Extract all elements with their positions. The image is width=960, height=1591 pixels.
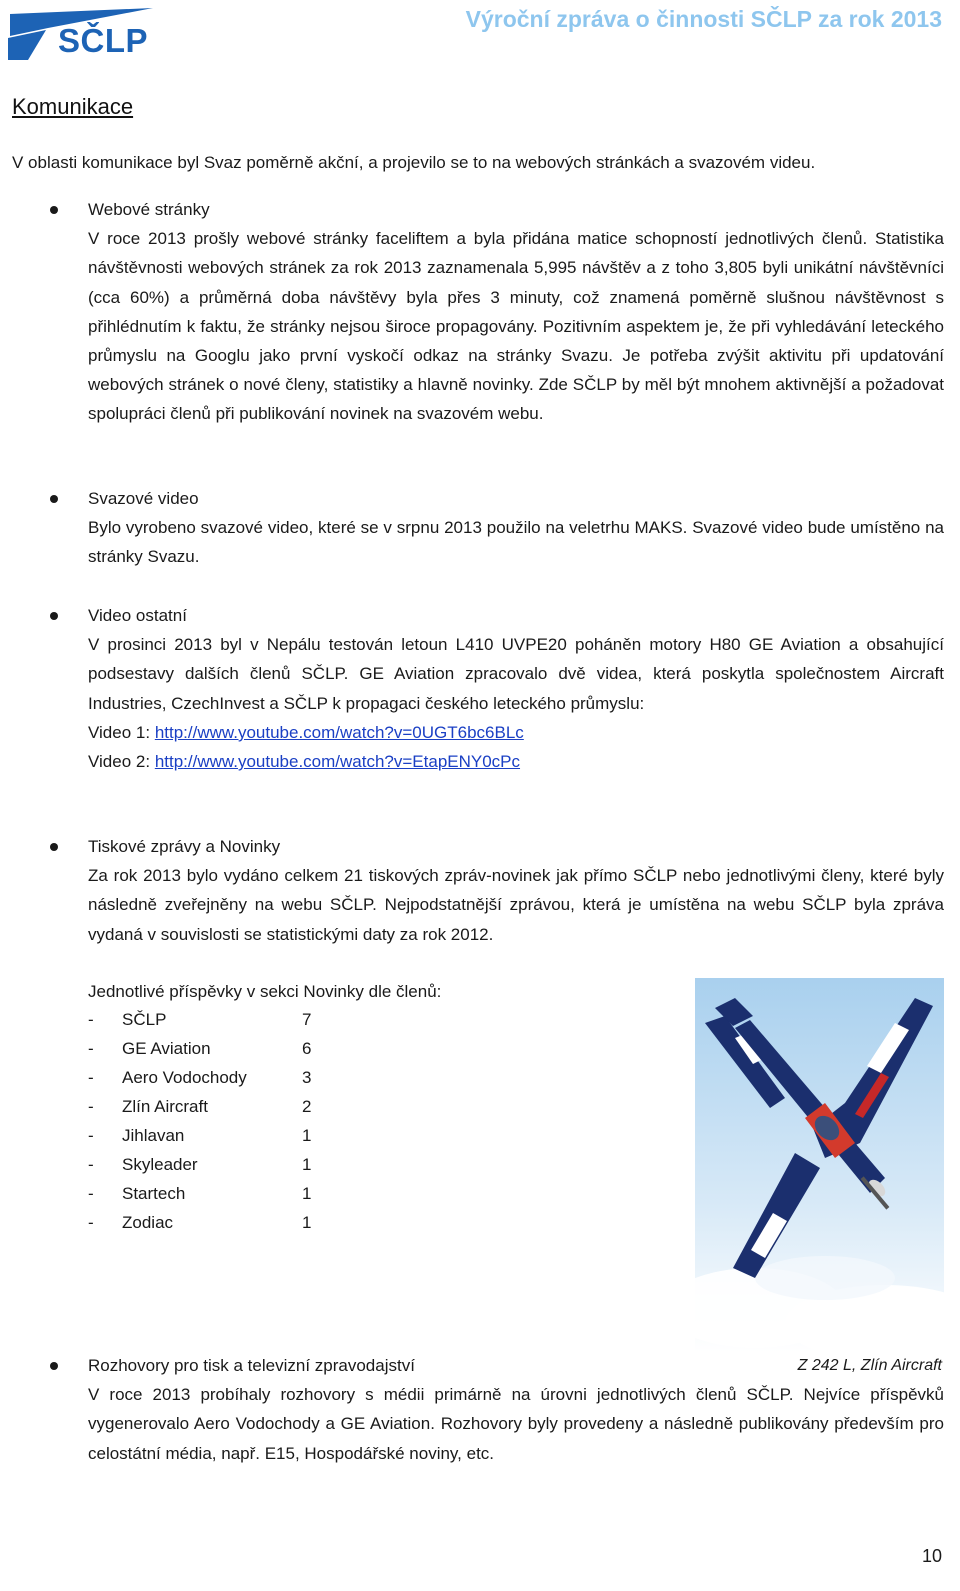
list-item-name: Zlín Aircraft: [122, 1097, 208, 1116]
section-other-video-title: Video ostatní: [88, 606, 187, 625]
list-item-count: 1: [302, 1213, 312, 1232]
intro-paragraph: V oblasti komunikace byl Svaz poměrně akční, a projevilo se to na webových stránkách a svazovém videu.: [12, 153, 816, 172]
video-1-label: Video 1:: [88, 722, 151, 742]
list-dash: -: [88, 1184, 94, 1203]
list-item-name: SČLP: [122, 1010, 167, 1029]
section-video: [88, 484, 944, 572]
video-1-line: [88, 718, 944, 747]
bullet-icon: [50, 206, 58, 214]
list-item-name: Jihlavan: [122, 1126, 185, 1145]
list-dash: -: [88, 1097, 94, 1116]
section-video-text: Bylo vyrobeno svazové video, které se v srpnu 2013 použilo na veletrhu MAKS. Svazové video bude umístěno na stránky Svazu.: [88, 518, 944, 567]
list-item-count: 2: [302, 1097, 312, 1116]
video-2-link[interactable]: http://www.youtube.com/watch?v=EtapENY0cPc: [154, 752, 521, 772]
list-item: [88, 1034, 332, 1063]
section-web-text: V roce 2013 prošly webové stránky faceliftem a byla přidána matice schopností jednotlivých členů. Statistika návštěvnosti webových stránek za rok 2013 zaznamenala 5,995 návštěv a z toho 3,805 byli unikátní návštěvníci (cca 60%) a průměrná doba návštěvy byla přes 3 minuty, což znamená poměrně slušnou návštěvnost s přihlédnutím k faktu, že stránky nejsou široce propagovány. Pozitivním aspektem je, že při vyhledávání leteckého průmyslu na Googlu jako první vyskočí odkaz na stránky Svazu. Je potřeba zvýšit aktivitu při updatování webových stránek o nové členy, statistiky a hlavně novinky. Zde SČLP by měl být mnohem aktivnější a požadovat spolupráci členů při publikování novinek na svazovém webu.: [88, 229, 944, 424]
section-press-title: Tiskové zprávy a Novinky: [88, 837, 281, 856]
list-item-count: 3: [302, 1068, 312, 1087]
list-item-count: 7: [302, 1010, 312, 1029]
list-dash: -: [88, 1039, 94, 1058]
list-item-name: Startech: [122, 1184, 186, 1203]
list-item: [88, 1121, 332, 1150]
video-2-line: [88, 747, 944, 776]
list-item: [88, 1179, 332, 1208]
list-item: [88, 1063, 332, 1092]
section-title: Komunikace: [12, 94, 134, 119]
list-item: [88, 1150, 332, 1179]
list-dash: -: [88, 1068, 94, 1087]
section-press: [88, 832, 944, 949]
section-interviews: [88, 1351, 944, 1468]
list-item-name: Zodiac: [122, 1213, 174, 1232]
list-dash: -: [88, 1126, 94, 1145]
bullet-icon: [50, 1362, 58, 1370]
list-item-count: 1: [302, 1184, 312, 1203]
section-web-title: Webové stránky: [88, 200, 210, 219]
list-title: Jednotlivé příspěvky v sekci Novinky dle členů:: [88, 982, 442, 1001]
list-item-count: 1: [302, 1155, 312, 1174]
section-interviews-text: V roce 2013 probíhaly rozhovory s médii primárně na úrovni jednotlivých členů SČLP. Nejvíce příspěvků vygenerovalo Aero Vodochody a GE Aviation. Rozhovory byly provedeny a následně publikovány především pro celostátní média, např. E15, Hospodářské noviny, etc.: [88, 1385, 944, 1463]
logo-text: SČLP: [58, 22, 149, 59]
section-interviews-title: Rozhovory pro tisk a televizní zpravodajství: [88, 1356, 415, 1375]
list-dash: -: [88, 1155, 94, 1174]
aircraft-photo: [695, 978, 944, 1352]
video-1-link[interactable]: http://www.youtube.com/watch?v=0UGT6bc6BLc: [154, 722, 524, 742]
section-other-video: [88, 601, 944, 776]
section-video-title: Svazové video: [88, 489, 199, 508]
report-title: Výroční zpráva o činnosti SČLP za rok 2013: [465, 6, 942, 32]
bullet-icon: [50, 612, 58, 620]
photo-caption: Z 242 L, Zlín Aircraft: [797, 1357, 942, 1374]
list-item-name: GE Aviation: [122, 1039, 211, 1058]
list-item: [88, 1005, 332, 1034]
page-number: 10: [921, 1546, 942, 1566]
list-item-name: Skyleader: [122, 1155, 198, 1174]
list-item: [88, 1208, 332, 1237]
airplane-icon: [695, 978, 944, 1352]
page-header: [0, 0, 960, 70]
list-dash: -: [88, 1213, 94, 1232]
video-2-label: Video 2:: [88, 752, 151, 772]
list-item-count: 1: [302, 1126, 312, 1145]
section-other-video-text: V prosinci 2013 byl v Nepálu testován letoun L410 UVPE20 poháněn motory H80 GE Aviation a obsahující podsestavy dalších členů SČLP. GE Aviation zpracovalo dvě videa, která poskytla společnostem Aircraft Industries, CzechInvest a SČLP k propagaci českého leteckého průmyslu:: [88, 635, 944, 713]
section-web: [88, 195, 944, 429]
member-contributions-list: [88, 1005, 332, 1237]
bullet-icon: [50, 495, 58, 503]
list-item: [88, 1092, 332, 1121]
list-dash: -: [88, 1010, 94, 1029]
list-item-count: 6: [302, 1039, 312, 1058]
bullet-icon: [50, 843, 58, 851]
list-item-name: Aero Vodochody: [122, 1068, 247, 1087]
sclp-logo: [8, 6, 158, 62]
section-press-text: Za rok 2013 bylo vydáno celkem 21 tiskových zpráv-novinek jak přímo SČLP nebo jednotlivými členy, které byly následně zveřejněny na webu SČLP. Nejpodstatnější zprávou, která je umístěna na webu SČLP byla zpráva vydaná v souvislosti se statistickými daty za rok 2012.: [88, 866, 944, 944]
